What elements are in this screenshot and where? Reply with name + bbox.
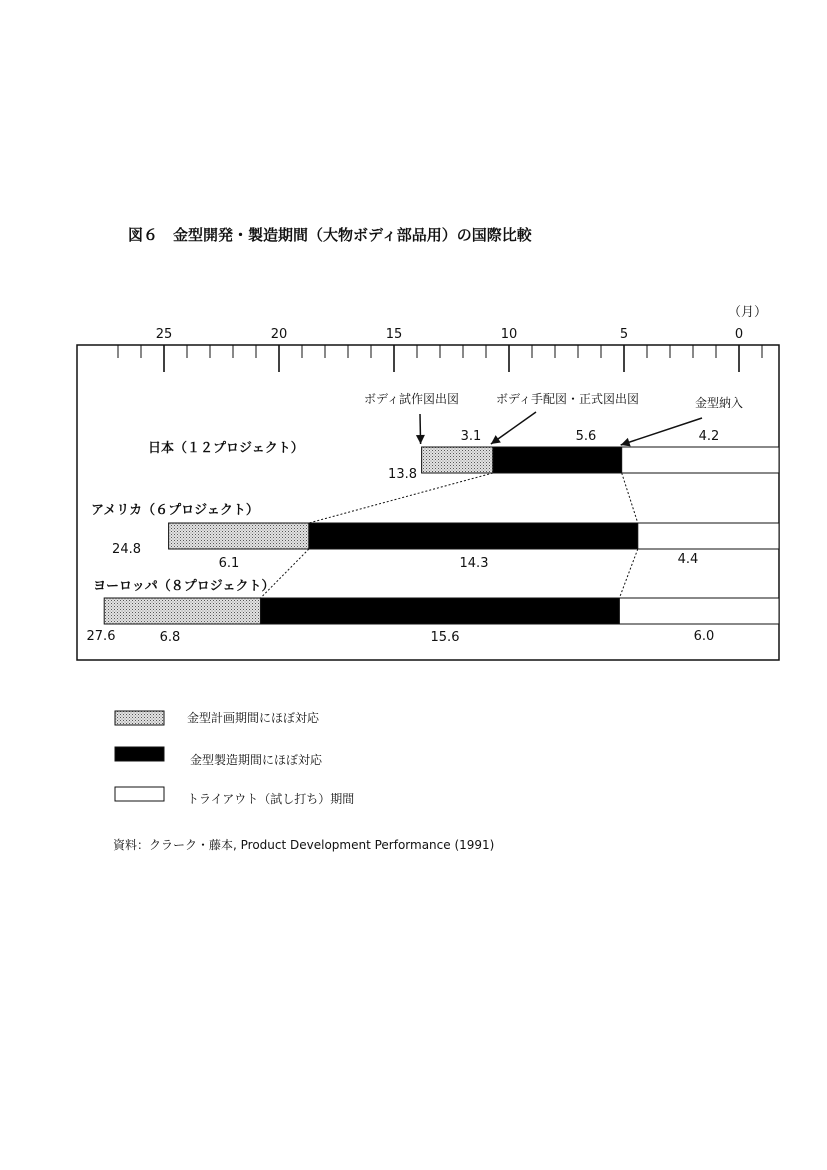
data-label-manufacturing: 5.6 <box>575 429 597 444</box>
bar-manufacturing-0 <box>493 447 622 473</box>
data-label-planning: 6.8 <box>159 630 181 645</box>
data-label-tryout: 4.4 <box>677 552 699 567</box>
legend-label-planning: 金型計画期間にほぼ対応 <box>187 711 320 725</box>
total-label: 13.8 <box>388 467 417 482</box>
data-label-tryout: 4.2 <box>698 429 720 444</box>
bar-tryout-1 <box>638 523 779 549</box>
x-tick-label: 25 <box>155 327 173 342</box>
data-label-tryout: 6.0 <box>693 629 715 644</box>
legend <box>115 710 354 806</box>
total-label: 24.8 <box>112 542 141 557</box>
annotation-delivery: 金型納入 <box>695 396 744 410</box>
x-tick-label: 20 <box>270 327 288 342</box>
x-axis-ticks <box>118 345 762 372</box>
arrow-prototype-drawing-head <box>416 435 425 444</box>
category-label: 日本（１２プロジェクト） <box>148 441 304 456</box>
data-label-manufacturing: 14.3 <box>459 556 489 571</box>
annotation-prototype-drawing: ボディ試作図出図 <box>364 392 460 406</box>
legend-label-manufacturing: 金型製造期間にほぼ対応 <box>190 753 323 767</box>
arrow-delivery-head <box>621 438 631 447</box>
legend-label-tryout: トライアウト（試し打ち）期間 <box>187 792 355 806</box>
bar-manufacturing-2 <box>261 598 620 624</box>
x-tick-labels <box>156 327 743 342</box>
bars-layer <box>104 447 779 624</box>
x-tick-label: 0 <box>734 327 744 342</box>
data-label-planning: 6.1 <box>218 556 240 571</box>
category-label: アメリカ（６プロジェクト） <box>91 503 259 518</box>
data-label-planning: 3.1 <box>460 429 482 444</box>
x-tick-label: 15 <box>385 327 403 342</box>
category-label: ヨーロッパ（８プロジェクト） <box>93 579 275 594</box>
arrow-release-drawing-head <box>491 435 501 444</box>
x-tick-label: 5 <box>619 327 629 342</box>
annotation-release-drawing: ボディ手配図・正式図出図 <box>496 392 640 406</box>
legend-swatch-planning <box>115 711 164 725</box>
annotation-arrows <box>416 412 702 446</box>
bar-planning-0 <box>422 447 493 473</box>
figure-title: 図６ 金型開発・製造期間（大物ボディ部品用）の国際比較 <box>128 226 532 244</box>
total-label: 27.6 <box>86 629 116 644</box>
data-label-manufacturing: 15.6 <box>430 630 460 645</box>
bar-planning-1 <box>169 523 309 549</box>
bar-tryout-0 <box>622 447 779 473</box>
x-tick-label: 10 <box>500 327 518 342</box>
legend-swatch-manufacturing <box>115 747 164 761</box>
arrow-delivery <box>621 418 702 445</box>
bar-tryout-2 <box>619 598 779 624</box>
axis-unit: （月） <box>728 305 768 320</box>
bar-manufacturing-1 <box>309 523 638 549</box>
legend-swatch-tryout <box>115 787 164 801</box>
source-note: 資料：クラーク・藤本, Product Development Performance (1991) <box>113 838 495 852</box>
connector-line <box>619 549 637 598</box>
bar-planning-2 <box>104 598 260 624</box>
connector-line <box>622 473 638 523</box>
